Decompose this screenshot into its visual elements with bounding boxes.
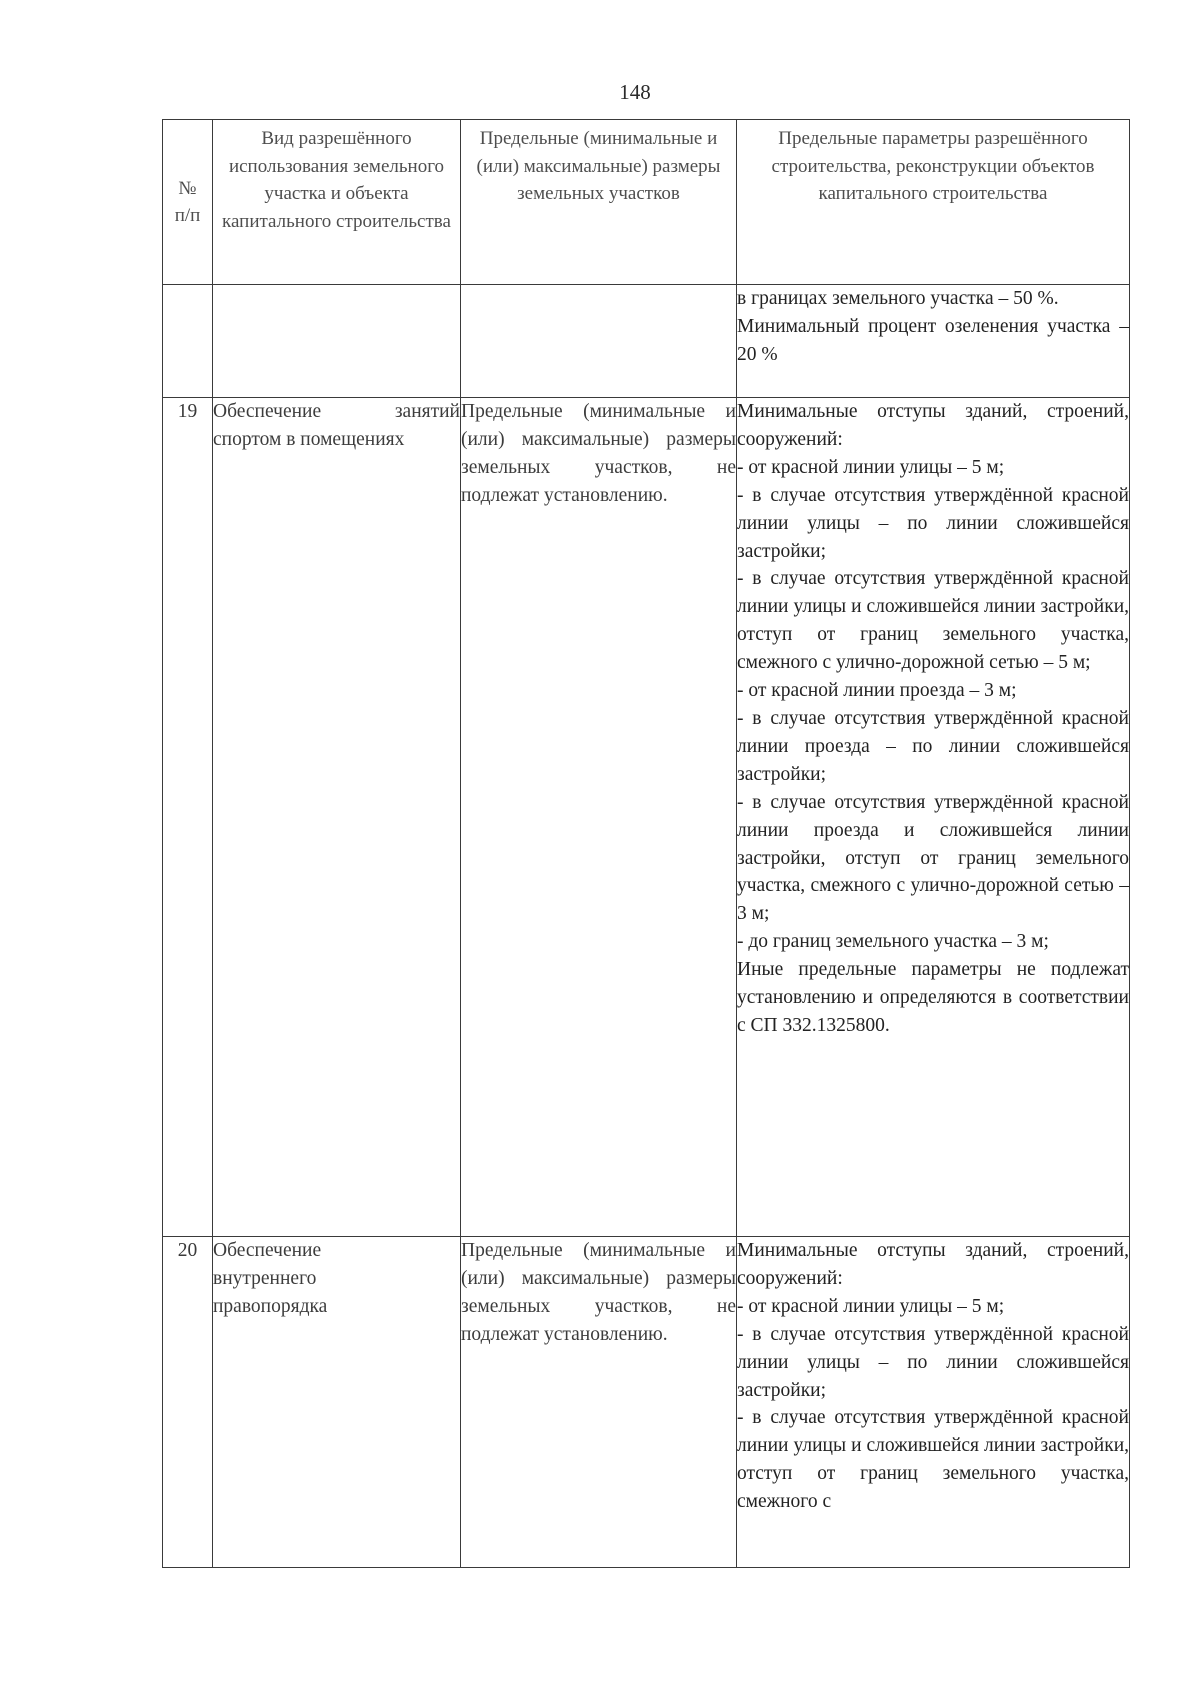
params-line: - в случае отсутствия утверждённой красной линии улицы и сложившейся линии застройки, отступ от границ земельного участка, смежного с — [737, 1407, 1129, 1513]
params-line: - от красной линии улицы – 5 м; — [737, 456, 1005, 478]
params-line: - в случае отсутствия утверждённой красной линии улицы – по линии сложившейся застройки; — [737, 1323, 1129, 1401]
row-plot-size: Предельные (минимальные и (или) максимальные) размеры земельных участков, не подлежат установлению. — [461, 398, 737, 1237]
continuation-number-cell — [163, 285, 213, 398]
parameters-table — [162, 119, 1130, 1568]
params-line: Минимальные отступы зданий, строений, сооружений: — [737, 401, 1129, 450]
row-permitted-use: Обеспечение занятий спортом в помещениях — [213, 398, 461, 1237]
row-number: 20 — [163, 1237, 213, 1568]
params-line: - в случае отсутствия утверждённой красной линии проезда – по линии сложившейся застройки; — [737, 707, 1129, 785]
row-plot-size: Предельные (минимальные и (или) максимальные) размеры земельных участков, не подлежат установлению. — [461, 1237, 737, 1568]
table-row — [163, 1237, 1130, 1568]
header-row — [163, 120, 1130, 285]
header-plot-size: Предельные (минимальные и (или) максимальные) размеры земельных участков — [461, 120, 737, 285]
row-construction-params — [737, 398, 1130, 1237]
header-permitted-use: Вид разрешённого использования земельного участка и объекта капитального строительства — [213, 120, 461, 285]
params-line: - от красной линии проезда – 3 м; — [737, 680, 1017, 702]
params-line: Иные предельные параметры не подлежат установлению и определяются в соответствии с СП 332.1325800. — [737, 959, 1129, 1036]
continuation-use-cell — [213, 285, 461, 398]
params-line: - до границ земельного участка – 3 м; — [737, 931, 1049, 953]
params-line: - в случае отсутствия утверждённой красной линии улицы и сложившейся линии застройки, отступ от границ земельного участка, смежного с улично-дорожной сетью – 5 м; — [737, 568, 1129, 674]
continuation-row — [163, 285, 1130, 398]
page-number: 148 — [619, 80, 651, 104]
row-construction-params — [737, 1237, 1130, 1568]
params-line: Минимальные отступы зданий, строений, сооружений: — [737, 1240, 1129, 1289]
params-line: - от красной линии улицы – 5 м; — [737, 1295, 1005, 1317]
params-line: - в случае отсутствия утверждённой красной линии проезда и сложившейся линии застройки, отступ от границ земельного участка, смежного с улично-дорожной сетью – 3 м; — [737, 791, 1129, 925]
params-line: - в случае отсутствия утверждённой красной линии улицы – по линии сложившейся застройки; — [737, 484, 1129, 562]
header-construction-params: Предельные параметры разрешённого строительства, реконструкции объектов капитального строительства — [737, 120, 1130, 285]
continuation-params-cell — [737, 285, 1130, 398]
header-number: № п/п — [163, 120, 213, 285]
params-line: Минимальный процент озеленения участка – 20 % — [737, 315, 1129, 365]
params-line: в границах земельного участка – 50 %. — [737, 288, 1059, 309]
continuation-size-cell — [461, 285, 737, 398]
row-number: 19 — [163, 398, 213, 1237]
row-permitted-use: Обеспечение внутреннего правопорядка — [213, 1237, 461, 1568]
table-row — [163, 398, 1130, 1237]
